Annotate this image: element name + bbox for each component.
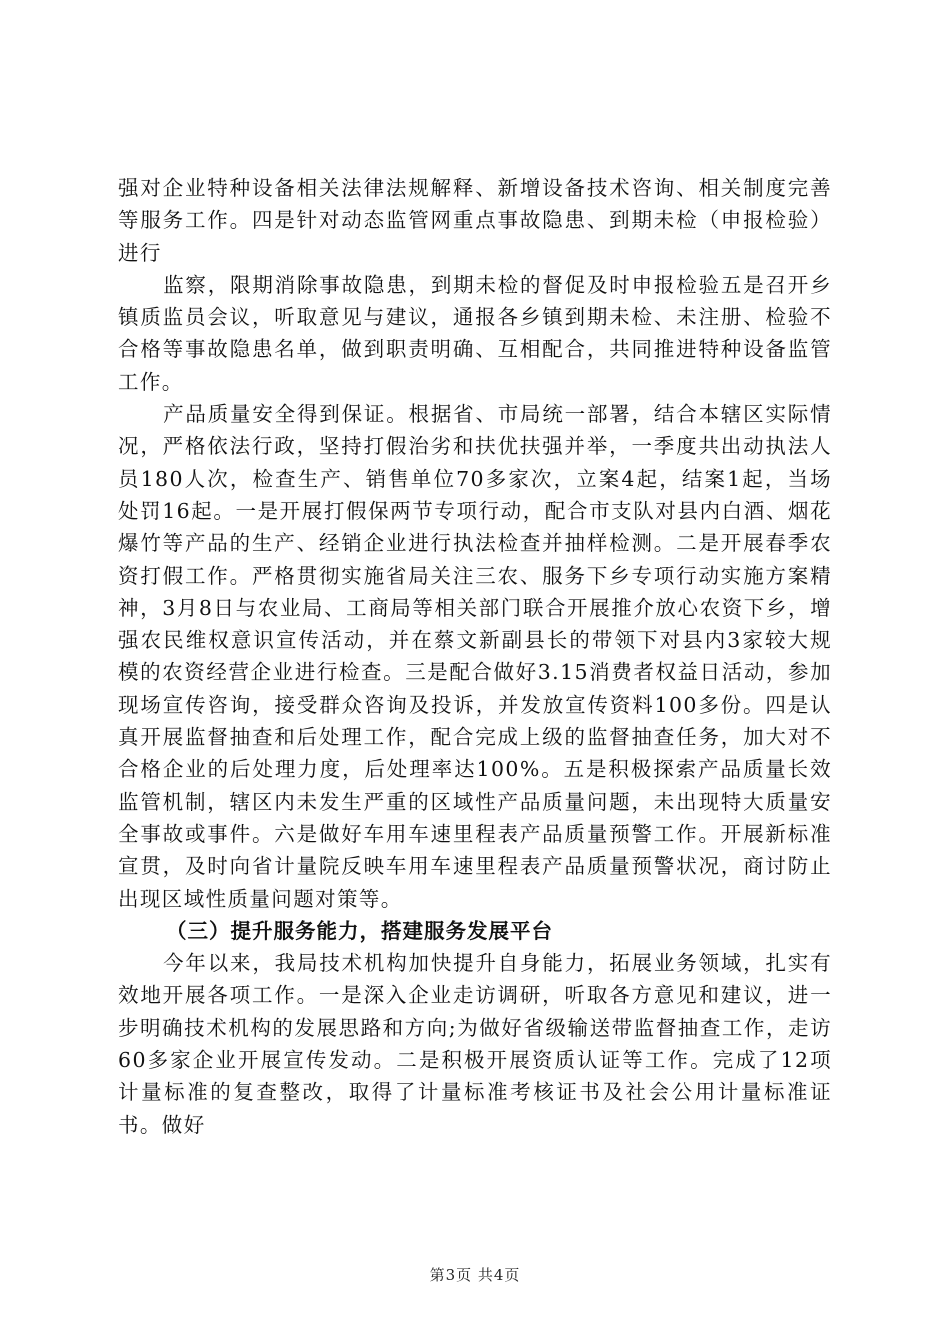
paragraph-supervision-inspection: 监察，限期消除事故隐患，到期未检的督促及时申报检验五是召开乡镇质监员会议，听取意见与建议，通报各乡镇到期未检、未注册、检验不合格等事故隐患名单，做到职责明确、互相配合，共同推进特种设备监管工作。 bbox=[118, 272, 832, 394]
paragraph-special-equipment-service: 强对企业特种设备相关法律法规解释、新增设备技术咨询、相关制度完善等服务工作。四是针对动态监管网重点事故隐患、到期未检（申报检验）进行 bbox=[118, 176, 832, 265]
paragraph-technical-institutions: 今年以来，我局技术机构加快提升自身能力，拓展业务领域，扎实有效地开展各项工作。一是深入企业走访调研，听取各方意见和建议，进一步明确技术机构的发展思路和方向;为做好省级输送带监督抽查工作，走访60多家企业开展宣传发动。二是积极开展资质认证等工作。完成了12项计量标准的复查整改，取得了计量标准考核证书及社会公用计量标准证书。做好 bbox=[118, 951, 832, 1137]
paragraph-product-quality-safety: 产品质量安全得到保证。根据省、市局统一部署，结合本辖区实际情况，严格依法行政，坚持打假治劣和扶优扶强并举，一季度共出动执法人员180人次，检查生产、销售单位70多家次，立案4起，结案1起，当场处罚16起。一是开展打假保两节专项行动，配合市支队对县内白酒、烟花爆竹等产品的生产、经销企业进行执法检查并抽样检测。二是开展春季农资打假工作。严格贯彻实施省局关注三农、服务下乡专项行动实施方案精神，3月8日与农业局、工商局等相关部门联合开展推介放心农资下乡，增强农民维权意识宣传活动，并在蔡文新副县长的带领下对县内3家较大规模的农资经营企业进行检查。三是配合做好3.15消费者权益日活动，参加现场宣传咨询，接受群众咨询及投诉，并发放宣传资料100多份。四是认真开展监督抽查和后处理工作，配合完成上级的监督抽查任务，加大对不合格企业的后处理力度，后处理率达100%。五是积极探索产品质量长效监管机制，辖区内未发生严重的区域性产品质量问题，未出现特大质量安全事故或事件。六是做好车用车速里程表产品质量预警工作。开展新标准宣贯，及时向省计量院反映车用车速里程表产品质量预警状况，商讨防止出现区域性质量问题对策等。 bbox=[118, 402, 832, 911]
section-heading-service-capacity: （三）提升服务能力，搭建服务发展平台 bbox=[166, 918, 553, 943]
page-footer: 第3页 共4页 bbox=[429, 1266, 521, 1284]
document-body bbox=[118, 172, 832, 1141]
